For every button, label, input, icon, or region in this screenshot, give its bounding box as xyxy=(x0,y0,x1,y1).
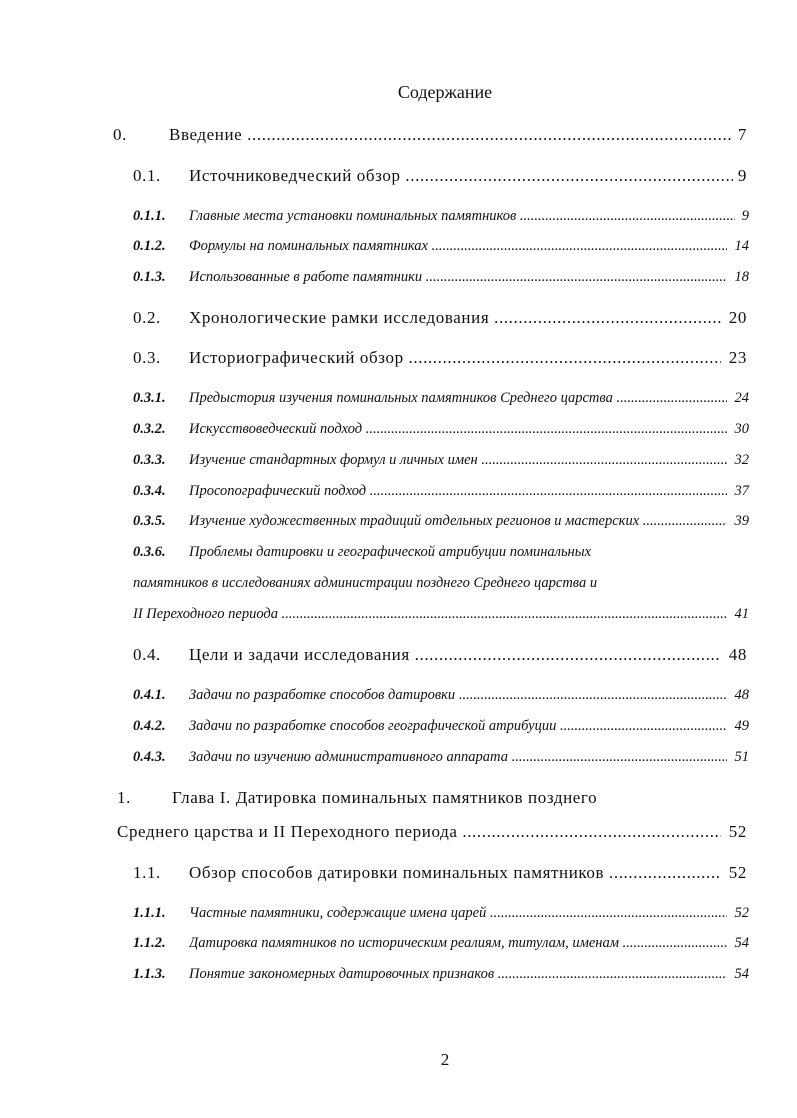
toc-label: Цели и задачи исследования ..... xyxy=(189,643,721,667)
page-title: Содержание xyxy=(397,82,493,102)
page-number: 2 xyxy=(440,1050,450,1069)
toc-entry[interactable] xyxy=(0,386,797,410)
toc-page: 9 xyxy=(741,208,749,224)
toc-entry[interactable] xyxy=(0,786,797,810)
toc-entry[interactable] xyxy=(0,745,797,769)
toc-number: 1.1. xyxy=(133,863,161,882)
toc-entry[interactable] xyxy=(0,901,797,925)
toc-number: 0. xyxy=(113,125,127,144)
toc-label: Введение ..... xyxy=(169,123,731,147)
toc-label: Источниковедческий обзор ..... xyxy=(189,164,733,188)
toc-label: Хронологические рамки исследования ..... xyxy=(189,306,721,330)
toc-label: Проблемы датировки и географической атрибуции поминальных xyxy=(189,544,592,560)
toc-page: 52 xyxy=(728,863,747,882)
toc-page: 49 xyxy=(734,718,749,734)
toc-entry-continuation xyxy=(0,571,797,595)
toc-label: Изучение стандартных формул и личных имен ..... xyxy=(189,448,727,472)
toc-number: 0.3.6. xyxy=(133,544,166,560)
toc-label: Использованные в работе памятники ..... xyxy=(189,265,727,289)
toc-number: 1.1.3. xyxy=(133,966,166,982)
toc-entry-continuation xyxy=(0,820,797,844)
toc-page: 41 xyxy=(734,606,749,622)
toc-page: 20 xyxy=(728,308,747,327)
toc-number: 0.3.2. xyxy=(133,421,166,437)
toc-page: 18 xyxy=(734,269,749,285)
toc-page: 54 xyxy=(734,966,749,982)
toc-number: 0.2. xyxy=(133,308,161,327)
toc-label-continuation: Среднего царства и II Переходного периода ..... xyxy=(117,820,721,844)
toc-entry[interactable] xyxy=(0,861,797,885)
toc-number: 0.3.3. xyxy=(133,452,166,468)
toc-entry[interactable] xyxy=(0,234,797,258)
toc-number: 0.1.1. xyxy=(133,208,166,224)
toc-entry[interactable] xyxy=(0,265,797,289)
toc-label: Обзор способов датировки поминальных памятников ..... xyxy=(189,861,721,885)
toc-page: 24 xyxy=(734,390,749,406)
toc-label: Датировка памятников по историческим реалиям, титулам, именам ..... xyxy=(189,931,727,955)
toc-entry[interactable] xyxy=(0,683,797,707)
toc-entry[interactable] xyxy=(0,123,797,147)
toc-number: 1.1.1. xyxy=(133,905,166,921)
toc-number: 1.1.2. xyxy=(133,935,166,951)
toc-entry[interactable] xyxy=(0,479,797,503)
toc-label: Изучение художественных традиций отдельных регионов и мастерских ..... xyxy=(189,509,727,533)
toc-number: 0.1.2. xyxy=(133,238,166,254)
toc-entry[interactable] xyxy=(0,714,797,738)
toc-entry[interactable] xyxy=(0,643,797,667)
toc-page: 48 xyxy=(734,687,749,703)
toc-label-continuation: II Переходного периода ..... xyxy=(133,602,727,626)
toc-label: Задачи по разработке способов датировки ..... xyxy=(189,683,727,707)
toc-number: 0.4. xyxy=(133,645,161,664)
toc-number: 0.3.4. xyxy=(133,483,166,499)
toc-label: Задачи по разработке способов географической атрибуции ..... xyxy=(189,714,727,738)
toc-label: Частные памятники, содержащие имена царей ..... xyxy=(189,901,727,925)
toc-entry[interactable] xyxy=(0,204,797,228)
toc-label: Искусствоведческий подход ..... xyxy=(189,417,727,441)
toc-page: 48 xyxy=(728,645,747,664)
toc-page: 52 xyxy=(728,822,747,841)
toc-entry-continuation xyxy=(0,602,797,626)
toc-entry[interactable] xyxy=(0,540,797,564)
toc-page: 30 xyxy=(734,421,749,437)
toc-entry[interactable] xyxy=(0,962,797,986)
toc-page: 23 xyxy=(728,348,747,367)
toc-label: Просопографический подход ..... xyxy=(189,479,727,503)
toc-page: 7 xyxy=(737,125,747,144)
toc-number: 0.3. xyxy=(133,348,161,367)
toc-label: Главные места установки поминальных памятников ..... xyxy=(189,204,735,228)
toc-page: 37 xyxy=(734,483,749,499)
toc-label-continuation: памятников в исследованиях администрации позднего Среднего царства и xyxy=(133,575,598,591)
toc-label: Понятие закономерных датировочных признаков ..... xyxy=(189,962,727,986)
toc-number: 0.4.3. xyxy=(133,749,166,765)
toc-label: Задачи по изучению административного аппарата ..... xyxy=(189,745,727,769)
toc-number: 0.1. xyxy=(133,166,161,185)
toc-label: Глава I. Датировка поминальных памятников позднего xyxy=(172,788,598,807)
toc-entry[interactable] xyxy=(0,417,797,441)
toc-label: Формулы на поминальных памятниках ..... xyxy=(189,234,727,258)
toc-page: 51 xyxy=(734,749,749,765)
toc-label: Предыстория изучения поминальных памятников Среднего царства ..... xyxy=(189,386,727,410)
toc-page: 9 xyxy=(737,166,747,185)
toc-entry[interactable] xyxy=(0,448,797,472)
toc-number: 1. xyxy=(117,788,131,807)
toc-label: Историографический обзор ..... xyxy=(189,346,721,370)
toc-number: 0.4.1. xyxy=(133,687,166,703)
toc-entry[interactable] xyxy=(0,931,797,955)
toc-entry[interactable] xyxy=(0,509,797,533)
toc-page: 52 xyxy=(734,905,749,921)
toc-page: 32 xyxy=(734,452,749,468)
toc-entry[interactable] xyxy=(0,164,797,188)
toc-number: 0.4.2. xyxy=(133,718,166,734)
toc-number: 0.3.1. xyxy=(133,390,166,406)
toc-entry[interactable] xyxy=(0,346,797,370)
toc-number: 0.1.3. xyxy=(133,269,166,285)
toc-page: 39 xyxy=(734,513,749,529)
toc-entry[interactable] xyxy=(0,306,797,330)
toc-page: 54 xyxy=(734,935,749,951)
toc-page: 14 xyxy=(734,238,749,254)
toc-number: 0.3.5. xyxy=(133,513,166,529)
